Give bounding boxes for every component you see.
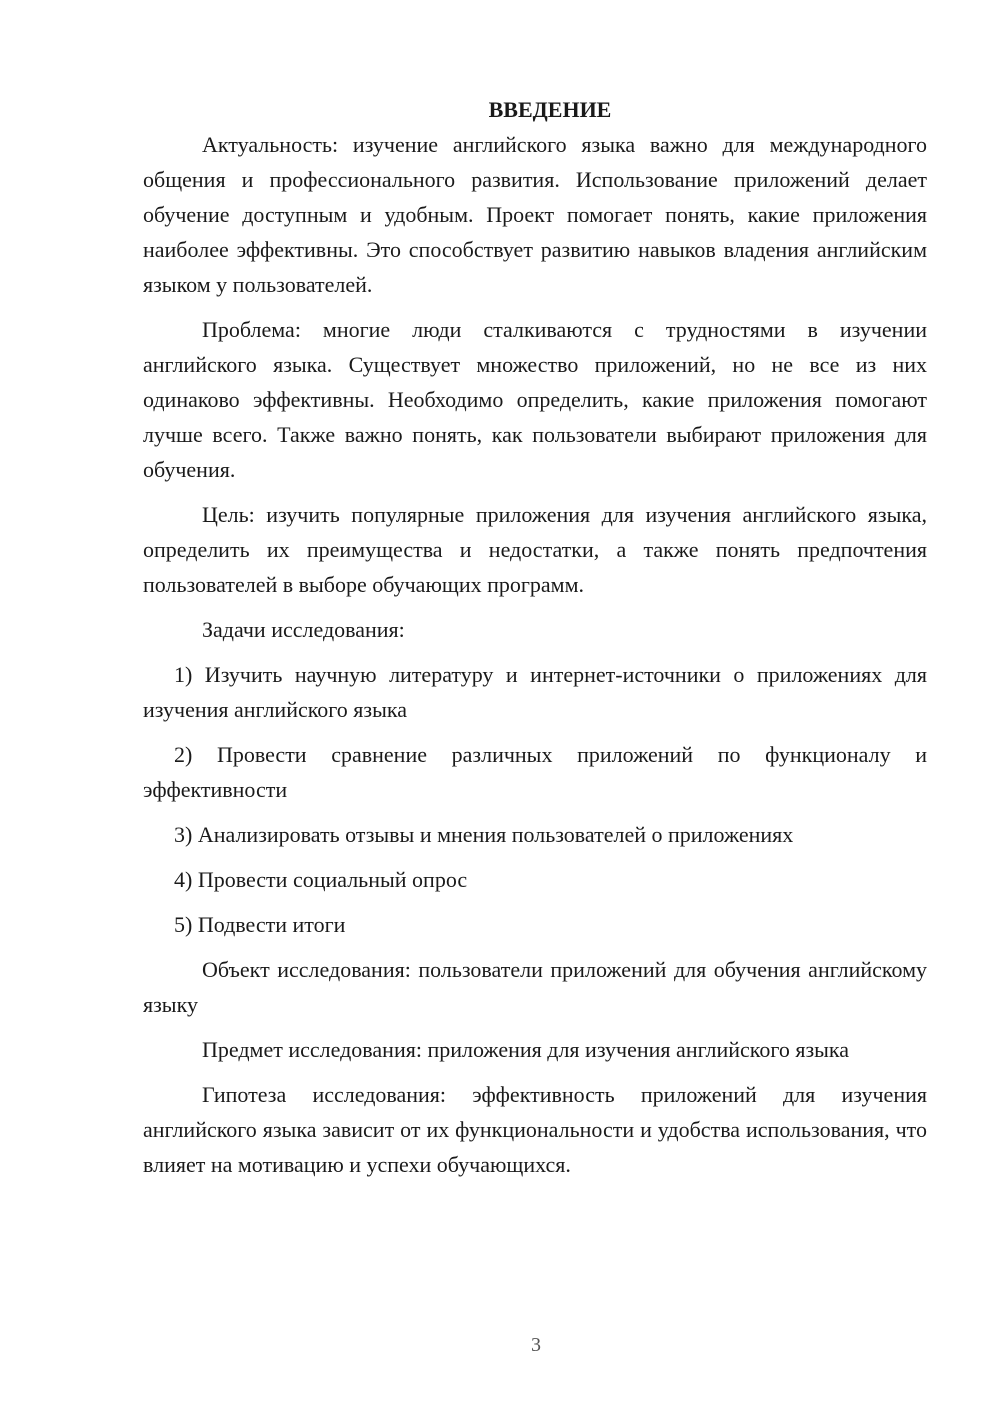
paragraph-relevance: Актуальность: изучение английского языка важно для международного общения и профессионального развития. Использование приложений делает обучение доступным и удобным. Проект помогает понять, какие приложения наиболее эффективны. Это способствует развитию навыков владения английским языком у пользователей. xyxy=(143,132,927,297)
page-number: 3 xyxy=(531,1334,541,1356)
paragraph-tasks-heading: Задачи исследования: xyxy=(202,617,405,642)
list-item: 2) Провести сравнение различных приложений по функционалу и эффективности xyxy=(143,742,927,802)
paragraph-object: Объект исследования: пользователи приложений для обучения английскому языку xyxy=(143,957,927,1017)
paragraph-hypothesis: Гипотеза исследования: эффективность приложений для изучения английского языка зависит от их функциональности и удобства использования, что влияет на мотивацию и успехи обучающихся. xyxy=(143,1082,927,1177)
list-item: 3) Анализировать отзывы и мнения пользователей о приложениях xyxy=(174,822,794,847)
list-item: 5) Подвести итоги xyxy=(174,912,346,937)
document-page xyxy=(143,92,927,1182)
task-list xyxy=(143,657,927,942)
paragraph-goal: Цель: изучить популярные приложения для изучения английского языка, определить их преимущества и недостатки, а также понять предпочтения пользователей в выборе обучающих программ. xyxy=(143,502,927,597)
paragraph-subject: Предмет исследования: приложения для изучения английского языка xyxy=(202,1037,850,1062)
document-title: ВВЕДЕНИЕ xyxy=(488,97,612,122)
list-item: 4) Провести социальный опрос xyxy=(174,867,468,892)
paragraph-problem: Проблема: многие люди сталкиваются с трудностями в изучении английского языка. Существует множество приложений, но не все из них одинаково эффективны. Необходимо определить, какие приложения помогают лучше всего. Также важно понять, как пользователи выбирают приложения для обучения. xyxy=(143,317,927,482)
list-item: 1) Изучить научную литературу и интернет-источники о приложениях для изучения английского языка xyxy=(143,662,927,722)
